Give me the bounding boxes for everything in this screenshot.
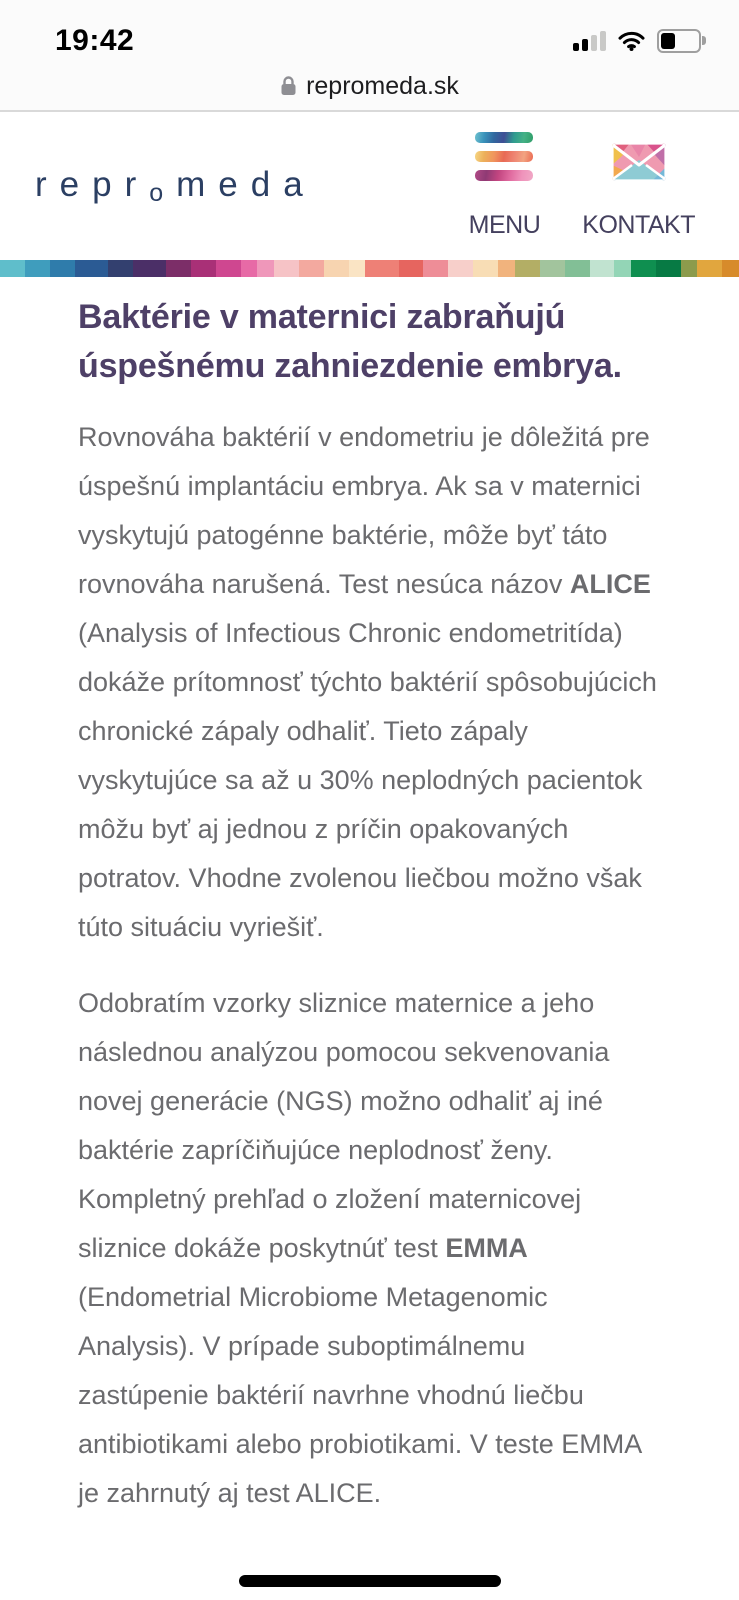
address-bar[interactable] [0, 62, 739, 110]
article [0, 277, 739, 1518]
stripe-segment [0, 260, 25, 277]
cellular-signal-icon [573, 31, 606, 51]
menu-label: MENU [468, 211, 541, 239]
hamburger-menu-icon [475, 132, 533, 181]
menu-bar-bottom [475, 170, 533, 181]
paragraph [78, 413, 663, 952]
stripe-segment [75, 260, 108, 277]
logo-text-sub-o: o [149, 178, 177, 207]
stripe-segment [257, 260, 274, 277]
bold-term: EMMA [445, 1233, 528, 1263]
bold-term: ALICE [569, 569, 651, 599]
paragraph [78, 979, 663, 1518]
stripe-segment [590, 260, 615, 277]
stripe-segment [448, 260, 473, 277]
kontakt-label: KONTAKT [582, 211, 695, 239]
status-bar [0, 0, 739, 62]
text-run: Odobratím vzorky sliznice maternice a jeho následnou analýzou pomocou sekvenovania novej generácie (NGS) možno odhaliť aj iné baktérie zapríčiňujúce neplodnosť ženy. Kompletný prehľad o zložení maternicovej sliznice dokáže poskytnúť test [78, 988, 610, 1263]
logo-text: meda [176, 164, 316, 204]
stripe-segment [133, 260, 166, 277]
stripe-segment [498, 260, 515, 277]
logo-text: repr [35, 164, 150, 204]
browser-chrome [0, 0, 739, 112]
stripe-segment [241, 260, 258, 277]
stripe-segment [365, 260, 398, 277]
menu-button[interactable] [469, 132, 541, 240]
site-header [0, 112, 739, 260]
stripe-segment [473, 260, 498, 277]
text-run: (Analysis of Infectious Chronic endometritída) dokáže prítomnosť týchto baktérií spôsobujúcich chronické zápaly odhaliť. Tieto zápaly vyskytujúce sa až u 30% neplodných pacientok môžu byť aj jednou z príčin opakovaných potratov. Vhodne zvolenou liečbou možno však túto situáciu vyriešiť. [78, 618, 657, 942]
stripe-segment [349, 260, 366, 277]
stripe-segment [656, 260, 681, 277]
stripe-segment [191, 260, 216, 277]
stripe-segment [697, 260, 722, 277]
stripe-segment [216, 260, 241, 277]
stripe-segment [565, 260, 590, 277]
kontakt-button[interactable] [582, 143, 695, 240]
menu-bar-middle [475, 151, 533, 162]
stripe-segment [274, 260, 299, 277]
battery-icon [657, 29, 701, 53]
stripe-segment [515, 260, 540, 277]
envelope-icon [612, 143, 666, 181]
stripe-segment [25, 260, 50, 277]
stripe-segment [50, 260, 75, 277]
stripe-segment [722, 260, 739, 277]
url-domain: repromeda.sk [306, 71, 459, 100]
stripe-segment [681, 260, 698, 277]
stripe-segment [166, 260, 191, 277]
stripe-segment [324, 260, 349, 277]
lock-icon [280, 75, 297, 97]
article-body [78, 413, 663, 1518]
status-icons [573, 29, 701, 53]
wifi-icon [618, 31, 645, 51]
stripe-segment [540, 260, 565, 277]
home-indicator[interactable] [239, 1575, 501, 1587]
text-run: (Endometrial Microbiome Metagenomic Analysis). V prípade suboptimálnemu zastúpenie baktérií navrhne vhodnú liečbu antibiotikami alebo probiotikami. V teste EMMA je zahrnutý aj test ALICE. [78, 1282, 641, 1508]
stripe-segment [423, 260, 448, 277]
repromeda-logo[interactable] [35, 165, 316, 208]
stripe-segment [614, 260, 631, 277]
stripe-segment [299, 260, 324, 277]
stripe-segment [108, 260, 133, 277]
text-run: Rovnováha baktérií v endometriu je dôležitá pre úspešnú implantáciu embrya. Ak sa v maternici vyskytujú patogénne baktérie, môže byť táto rovnováha narušená. Test nesúca názov [78, 422, 650, 599]
clock: 19:42 [55, 24, 135, 57]
article-heading: Baktérie v maternici zabraňujú úspešnému zahniezdenie embrya. [78, 298, 622, 385]
stripe-segment [631, 260, 656, 277]
stripe-segment [399, 260, 424, 277]
rainbow-stripe [0, 260, 739, 277]
menu-bar-top [475, 132, 533, 143]
header-nav [469, 132, 695, 240]
